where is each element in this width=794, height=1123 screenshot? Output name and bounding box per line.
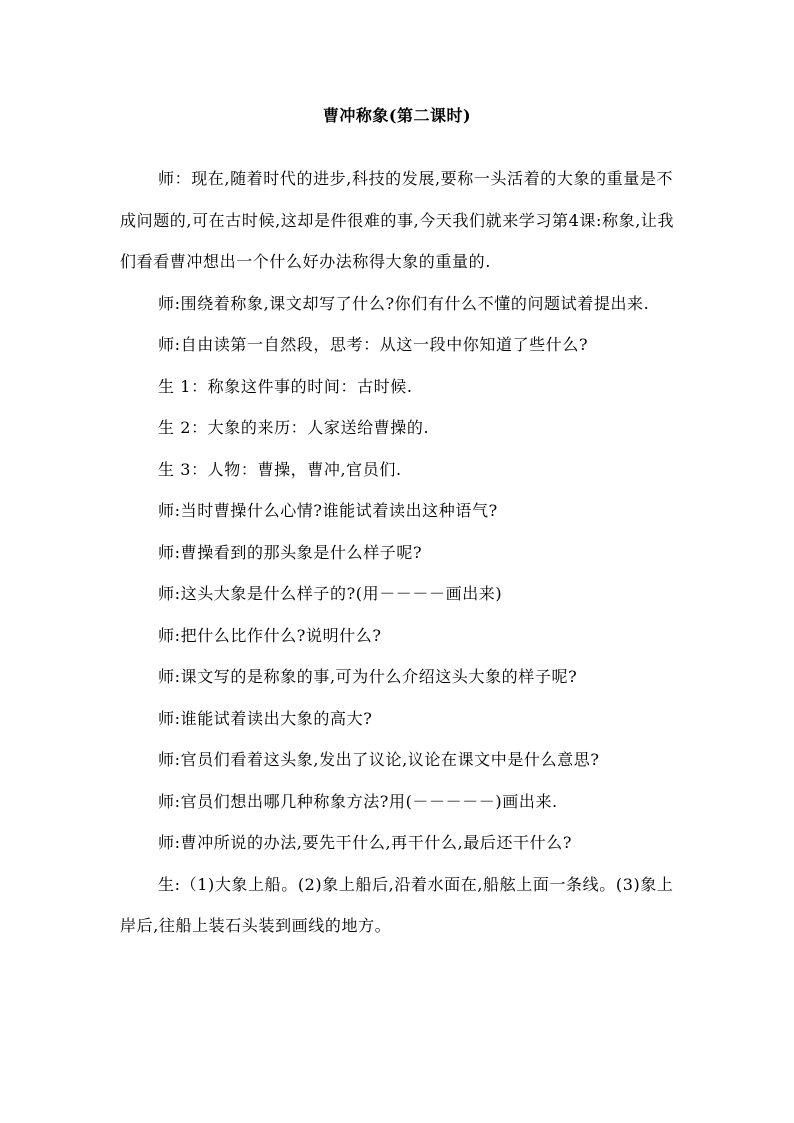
- paragraph-student-1: 生 1：称象这件事的时间：古时候.: [158, 376, 413, 396]
- paragraph-read-big: 师:谁能试着读出大象的高大?: [158, 708, 373, 728]
- document-title: 曹冲称象(第二课时): [322, 106, 472, 125]
- paragraph-mood: 师:当时曹操什么心情?谁能试着读出这种语气?: [158, 501, 498, 520]
- paragraph-question: 师:围绕着称象,课文却写了什么?你们有什么不懂的问题试着提出来.: [158, 293, 650, 313]
- paragraph-metaphor: 师:把什么比作什么?说明什么?: [158, 625, 382, 645]
- paragraph-student-2: 生 2：大象的来历：人家送给曹操的.: [158, 418, 430, 437]
- paragraph-underline: 师:这头大象是什么样子的?(用－－－－画出来): [158, 584, 503, 603]
- paragraph-student-answer: 生:（1)大象上船。(2)象上船后,沿着水面在,船舷上面一条线。(3)象上岸后,往船上装石头装到画线的地方。: [120, 874, 674, 935]
- document-body: [120, 158, 680, 947]
- paragraph-student-3: 生 3：人物：曹操，曹冲,官员们.: [158, 459, 402, 479]
- paragraph-read-first: 师:自由读第一自然段，思考：从这一段中你知道了些什么?: [158, 335, 589, 354]
- paragraph-intro: 师：现在,随着时代的进步,科技的发展,要称一头活着的大象的重量是不成问题的,可在古时候,这却是件很难的事,今天我们就来学习第4课:称象,让我们看看曹冲想出一个什么好办法称得大象的重量的.: [120, 169, 675, 271]
- paragraph-officials-discuss: 师:官员们看着这头象,发出了议论,议论在课文中是什么意思?: [158, 750, 600, 769]
- paragraph-why-describe: 师:课文写的是称象的事,可为什么介绍这头大象的样子呢?: [158, 667, 578, 686]
- paragraph-officials-methods: 师:官员们想出哪几种称象方法?用(－－－－－)画出来.: [158, 791, 558, 811]
- paragraph-cao-chong-method: 师:曹冲所说的办法,要先干什么,再干什么,最后还干什么?: [158, 833, 573, 852]
- paragraph-appearance: 师:曹操看到的那头象是什么样子呢?: [158, 542, 423, 562]
